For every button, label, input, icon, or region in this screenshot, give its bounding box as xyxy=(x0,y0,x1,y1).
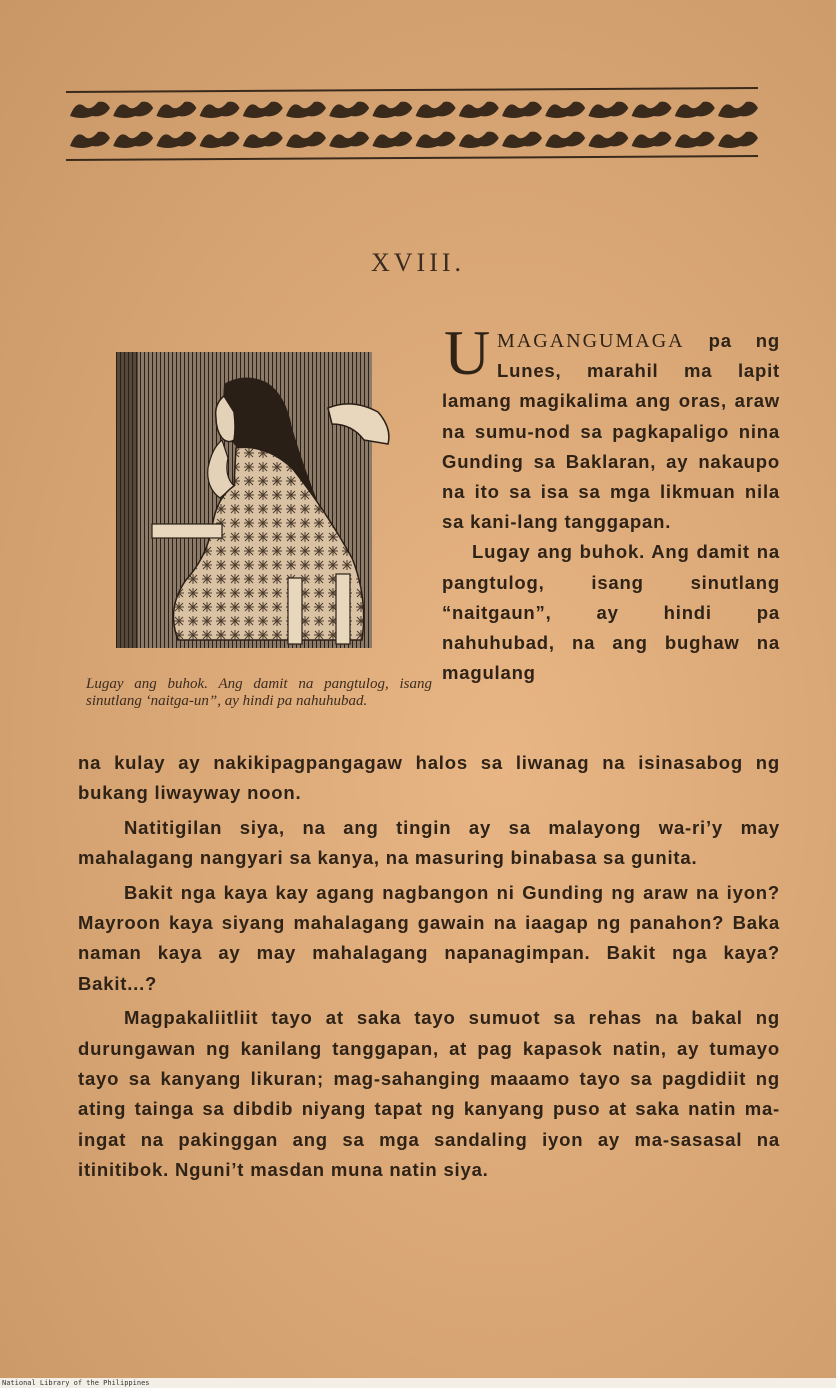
paragraph-4: Bakit nga kaya kay agang nagbangon ni Gunding ng araw na iyon? Mayroon kaya siyang mahalagang gawain na iaagap ng panahon? Baka naman kaya ay may mahalagang napanagimpan. Bakit nga kaya? Bakit...? xyxy=(78,881,780,994)
ornament-motif xyxy=(718,102,758,118)
ornament-motif xyxy=(416,132,456,148)
opening-word: MAGANGUMAGA xyxy=(497,330,685,352)
ornament-motif xyxy=(70,102,110,118)
paragraph-2-start: Lugay ang buhok. Ang damit na pangtulog, isang sinutlang “naitgaun”, ay hindi pa nahuhubad, na ang bughaw na magulang xyxy=(442,541,780,684)
paragraph-5: Magpakaliitliit tayo at saka tayo sumuot sa rehas na bakal ng durungawan ng kanilang tanggapan, at pag kapasok natin, ay tumayo tayo sa kanyang likuran; mag-sahanging maaamo tayo sa pagdidiit ng ating tainga sa dibdib niyang tapat ng kanyang puso at saka natin ma-ingat na pakinggan ang sa mga sandaling iyon ay ma-sasasal na itinitibok. Nguni’t masdan muna natin siya. xyxy=(78,1007,780,1181)
drop-cap: U xyxy=(444,317,492,388)
paragraph-2-end: na kulay ay nakikipagpangagaw halos sa liwanag na isinasabog ng bukang liwayway noon. xyxy=(78,752,780,804)
illustration-caption: Lugay ang buhok. Ang damit na pangtulog, isang sinutlang ‘naitga-un”, ay hindi pa nahuhubad. xyxy=(86,676,432,709)
ornament-motif xyxy=(545,132,585,148)
ornament-motif xyxy=(545,102,585,118)
ornament-motif xyxy=(675,102,715,118)
ornament-motif xyxy=(70,132,110,148)
illustration-woman-seated xyxy=(116,348,396,652)
paragraph-3: Natitigilan siya, na ang tingin ay sa malayong wa-ri’y may mahalagang nangyari sa kanya, na masuring binabasa sa gunita. xyxy=(78,816,780,869)
ornament-motif xyxy=(243,102,283,118)
ornament-motif xyxy=(286,102,326,118)
library-credit: National Library of the Philippines xyxy=(0,1378,836,1388)
ornament-motif xyxy=(200,132,240,148)
ornament-motif xyxy=(372,132,412,148)
ornament-motif xyxy=(329,102,369,118)
ornament-motif xyxy=(459,102,499,118)
ornament-motif xyxy=(416,102,456,118)
ornament-motif xyxy=(718,132,758,148)
ornament-motif xyxy=(329,132,369,148)
ornament-motif xyxy=(243,132,283,148)
ornament-motif xyxy=(200,102,240,118)
ornament-motif xyxy=(588,132,628,148)
ornament-motif xyxy=(502,132,542,148)
ornament-motif xyxy=(502,102,542,118)
paragraph-1: pa ng Lunes, marahil ma lapit lamang magikalima ang oras, araw na sumu-nod sa pagkapaligo nina Gunding sa Baklaran, ay nakaupo na ito sa isa sa mga likmuan nila sa kani-lang tanggapan. xyxy=(442,330,780,533)
ornament-border xyxy=(64,86,760,162)
ornament-motif xyxy=(459,132,499,148)
ornament-motif xyxy=(113,132,153,148)
ornament-motif xyxy=(156,102,196,118)
ornament-motif xyxy=(632,132,672,148)
ornament-motif xyxy=(632,102,672,118)
ornament-motif xyxy=(372,102,412,118)
ornament-motif xyxy=(588,102,628,118)
text-column-right xyxy=(442,317,780,688)
ornament-motif xyxy=(286,132,326,148)
ornament-motif xyxy=(113,102,153,118)
chapter-number: XVIII. xyxy=(370,248,466,277)
ornament-motif xyxy=(675,132,715,148)
ornament-motif xyxy=(156,132,196,148)
text-body xyxy=(78,748,780,1190)
